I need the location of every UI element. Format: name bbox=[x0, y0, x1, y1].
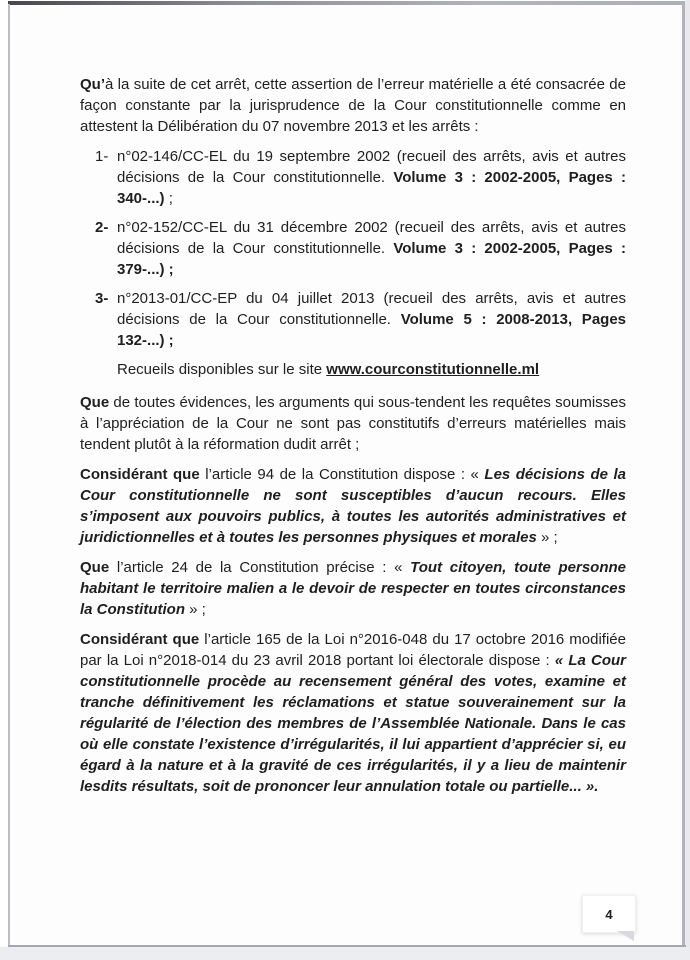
scan-bottom-edge bbox=[8, 945, 686, 947]
text-run: Les décisions de la Cour constitutionnelle ne sont susceptibles d’aucun recours. Elles s’imposent aux pouvoirs publics, à toutes les autorités administratives et juridictionnelles et à toutes les personnes physiques et morales bbox=[80, 466, 626, 546]
text-run: Que bbox=[80, 559, 110, 576]
text-run: » ; bbox=[536, 529, 558, 546]
text-run: l’article 165 de la Loi n°2016-048 du 17 octobre 2016 modifiée par la Loi n°2018-014 du 23 avril 2018 portant loi électorale dispose : bbox=[80, 631, 626, 669]
scan-right-margin bbox=[685, 0, 690, 960]
website-link[interactable]: www.courconstitutionnelle.ml bbox=[326, 361, 540, 378]
scan-right-edge bbox=[682, 2, 685, 948]
page-number-tag bbox=[582, 895, 636, 933]
para-que-article-24 bbox=[80, 557, 626, 620]
text-run: Qu’ bbox=[80, 76, 105, 93]
text-run: n°02-152/CC-EL du 31 décembre 2002 (recueil des arrêts, avis et autres décisions de la Cour constitutionnelle. bbox=[117, 219, 626, 257]
text-run: « La Cour constitutionnelle procède au recensement général des votes, examine et tranche définitivement les réclamations et statue souverainement sur la régularité de l’élection des membres de l’Assemblée Nationale. Dans le cas où elle constate l’existence d’irrégularités, il lui appartient d’apprécier si, eu égard à la nature et à la gravité de ces irrégularités, il y a lieu de maintenir lesdits résultats, soit de prononcer leur annulation totale ou partielle... ». bbox=[80, 652, 626, 795]
para-recueils-site bbox=[80, 359, 626, 380]
list-marker: 3- bbox=[95, 290, 109, 307]
text-run: ; bbox=[164, 190, 173, 207]
text-run: Tout citoyen, toute personne habitant le territoire malien a le devoir de respecter en toutes circonstances la Constitution bbox=[80, 559, 626, 618]
text-run: Volume 5 : 2008-2013, Pages 132-...) ; bbox=[117, 311, 627, 349]
text-run: l’article 94 de la Constitution dispose : « bbox=[199, 466, 485, 483]
para-que-evidences bbox=[80, 392, 626, 455]
text-run: à la suite de cet arrêt, cette assertion de l’erreur matérielle a été consacrée de façon constante par la jurisprudence de la Cour constitutionnelle comme en attestent la Délibération du 07 novembre 2013 et les arrêts : bbox=[80, 76, 626, 135]
text-run: Que bbox=[80, 394, 110, 411]
list-item-arret-2 bbox=[80, 217, 626, 280]
page-number: 4 bbox=[605, 906, 613, 922]
para-considerant-article-94 bbox=[80, 464, 626, 548]
text-run: Considérant que bbox=[80, 631, 200, 648]
para-erreur-materielle bbox=[80, 74, 626, 137]
text-run: Considérant que bbox=[80, 466, 200, 483]
text-run: n°02-146/CC-EL du 19 septembre 2002 (recueil des arrêts, avis et autres décisions de la Cour constitutionnelle. bbox=[117, 148, 626, 186]
folded-corner-icon bbox=[617, 931, 634, 941]
list-marker: 2- bbox=[95, 219, 109, 236]
text-run: Volume 3 : 2002-2005, Pages : 379-...) ; bbox=[117, 240, 626, 278]
para-considerant-article-165 bbox=[80, 629, 626, 797]
scan-bottom-margin bbox=[0, 947, 690, 960]
text-run: n°2013-01/CC-EP du 04 juillet 2013 (recueil des arrêts, avis et autres décisions de la Cour constitutionnelle. bbox=[117, 290, 626, 328]
text-run: de toutes évidences, les arguments qui sous-tendent les requêtes soumisses à l’appréciation de la Cour ne sont pas constitutifs d’erreurs matérielles mais tendent plutôt à la réformation dudit arrêt ; bbox=[80, 394, 626, 453]
list-marker: 1- bbox=[95, 148, 109, 165]
list-item-arret-3 bbox=[80, 288, 626, 351]
list-item-arret-1 bbox=[80, 146, 626, 209]
scan-left-edge bbox=[8, 4, 10, 946]
text-run: » ; bbox=[185, 601, 206, 618]
scan-top-edge bbox=[8, 1, 690, 5]
text-run: l’article 24 de la Constitution précise : « bbox=[109, 559, 411, 576]
document-content bbox=[80, 74, 626, 806]
text-run: Recueils disponibles sur le site bbox=[117, 361, 327, 378]
text-run: Volume 3 : 2002-2005, Pages : 340-...) bbox=[117, 169, 626, 207]
